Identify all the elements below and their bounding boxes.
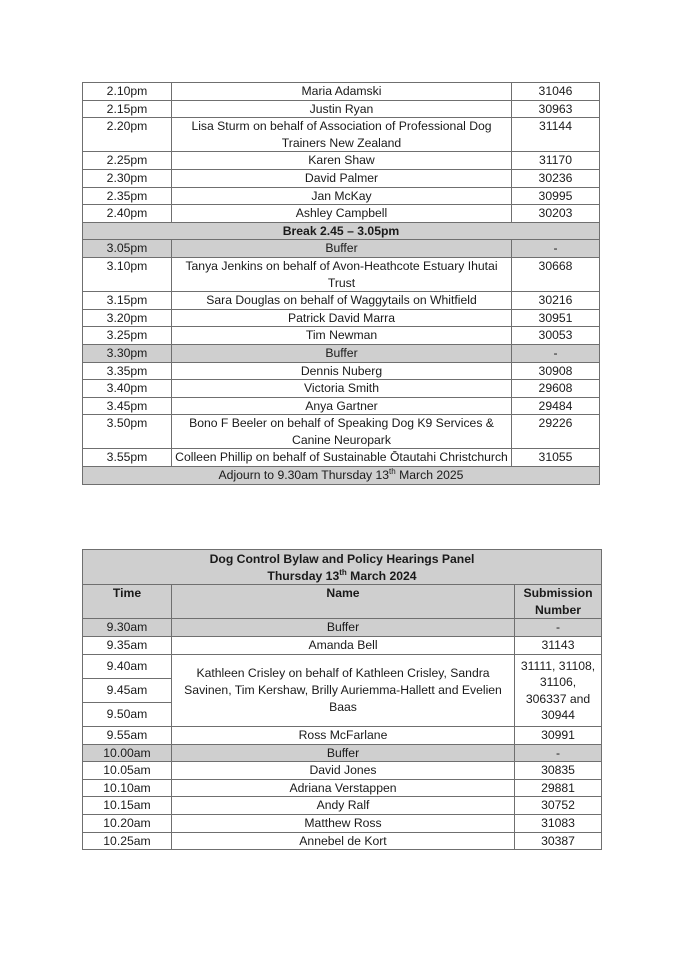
name-cell: Sara Douglas on behalf of Waggytails on Whitfield: [172, 292, 512, 310]
time-cell: 3.30pm: [83, 344, 172, 362]
name-cell: Annebel de Kort: [172, 832, 515, 850]
time-cell: 3.20pm: [83, 309, 172, 327]
name-cell: Andy Ralf: [172, 797, 515, 815]
schedule-row: [83, 415, 600, 449]
submission-cell: 30203: [512, 205, 600, 223]
time-cell: 9.35am: [83, 636, 172, 654]
name-cell: Dennis Nuberg: [172, 362, 512, 380]
name-cell: Buffer: [172, 744, 515, 762]
time-cell: 3.40pm: [83, 380, 172, 398]
submission-cell: 30668: [512, 257, 600, 291]
submission-cell: 30995: [512, 187, 600, 205]
name-cell: Ashley Campbell: [172, 205, 512, 223]
schedule-row: [83, 362, 600, 380]
name-cell: Colleen Phillip on behalf of Sustainable Ōtautahi Christchurch: [172, 449, 512, 467]
submission-cell: 31170: [512, 152, 600, 170]
submission-cell: 31046: [512, 83, 600, 101]
column-header-row: [83, 585, 602, 619]
submission-cell: 29881: [515, 779, 602, 797]
time-cell: 3.05pm: [83, 240, 172, 258]
time-cell: 3.50pm: [83, 415, 172, 449]
adjourn-label: Adjourn to 9.30am Thursday 13th March 2025: [83, 467, 600, 485]
break-row: [83, 222, 600, 240]
schedule-row: [83, 779, 602, 797]
time-cell: 9.55am: [83, 726, 172, 744]
schedule-row: [83, 309, 600, 327]
break-label: Break 2.45 – 3.05pm: [83, 222, 600, 240]
schedule-row: [83, 397, 600, 415]
time-header: Time: [83, 585, 172, 619]
time-cell: 3.55pm: [83, 449, 172, 467]
name-cell: Ross McFarlane: [172, 726, 515, 744]
name-cell: Amanda Bell: [172, 636, 515, 654]
schedule-row: [83, 744, 602, 762]
submission-cell: 31055: [512, 449, 600, 467]
submission-cell: 31111, 31108, 31106, 306337 and 30944: [515, 654, 602, 726]
schedule-table-afternoon: [82, 82, 600, 485]
merged-row: [83, 654, 602, 726]
name-header: Name: [172, 585, 515, 619]
time-cell: 2.15pm: [83, 100, 172, 118]
panel-title: Dog Control Bylaw and Policy Hearings Panel Thursday 13th March 2024: [83, 550, 602, 585]
submission-cell: 30752: [515, 797, 602, 815]
name-cell: David Palmer: [172, 169, 512, 187]
schedule-row: [83, 83, 600, 101]
submission-cell: -: [515, 744, 602, 762]
time-cell: 3.10pm: [83, 257, 172, 291]
schedule-row: [83, 726, 602, 744]
submission-cell: 30908: [512, 362, 600, 380]
name-cell: Victoria Smith: [172, 380, 512, 398]
schedule-row: [83, 187, 600, 205]
submission-cell: 30835: [515, 762, 602, 780]
name-cell: Patrick David Marra: [172, 309, 512, 327]
time-cell: 10.00am: [83, 744, 172, 762]
schedule-row: [83, 327, 600, 345]
schedule-row: [83, 292, 600, 310]
time-cell: 3.45pm: [83, 397, 172, 415]
name-cell: Buffer: [172, 344, 512, 362]
schedule-row: [83, 205, 600, 223]
schedule-row: [83, 344, 600, 362]
submission-cell: 30991: [515, 726, 602, 744]
schedule-row: [83, 762, 602, 780]
schedule-row: [83, 100, 600, 118]
submission-cell: 30216: [512, 292, 600, 310]
time-cell: 2.10pm: [83, 83, 172, 101]
schedule-row: [83, 814, 602, 832]
schedule-row: [83, 257, 600, 291]
time-cell: 2.25pm: [83, 152, 172, 170]
name-cell: Jan McKay: [172, 187, 512, 205]
panel-title-row: [83, 550, 602, 585]
merged-times: [83, 654, 172, 726]
submission-cell: -: [512, 240, 600, 258]
time-cell: 9.30am: [83, 619, 172, 637]
name-cell: Buffer: [172, 240, 512, 258]
submission-header: Submission Number: [515, 585, 602, 619]
name-cell: David Jones: [172, 762, 515, 780]
time-cell: 9.40am: [83, 655, 171, 679]
submission-cell: -: [515, 619, 602, 637]
schedule-row: [83, 152, 600, 170]
submission-cell: 29226: [512, 415, 600, 449]
time-cell: 10.15am: [83, 797, 172, 815]
schedule-row: [83, 118, 600, 152]
name-cell: Tanya Jenkins on behalf of Avon-Heathcote Estuary Ihutai Trust: [172, 257, 512, 291]
name-cell: Maria Adamski: [172, 83, 512, 101]
name-cell: Bono F Beeler on behalf of Speaking Dog K9 Services & Canine Neuropark: [172, 415, 512, 449]
submission-cell: 29608: [512, 380, 600, 398]
schedule-row: [83, 619, 602, 637]
time-cell: 3.35pm: [83, 362, 172, 380]
submission-cell: 30053: [512, 327, 600, 345]
time-cell: 2.35pm: [83, 187, 172, 205]
time-cell: 9.45am: [83, 679, 171, 703]
submission-cell: 31143: [515, 636, 602, 654]
time-cell: 2.40pm: [83, 205, 172, 223]
schedule-row: [83, 797, 602, 815]
schedule-row: [83, 832, 602, 850]
submission-cell: 30951: [512, 309, 600, 327]
name-cell: Justin Ryan: [172, 100, 512, 118]
submission-cell: 29484: [512, 397, 600, 415]
time-cell: 2.30pm: [83, 169, 172, 187]
time-cell: 10.25am: [83, 832, 172, 850]
schedule-row: [83, 380, 600, 398]
name-cell: Matthew Ross: [172, 814, 515, 832]
submission-cell: 30387: [515, 832, 602, 850]
time-cell: 3.15pm: [83, 292, 172, 310]
time-cell: 3.25pm: [83, 327, 172, 345]
schedule-row: [83, 636, 602, 654]
submission-cell: 31144: [512, 118, 600, 152]
schedule-table-thursday: [82, 549, 602, 850]
submission-cell: 30963: [512, 100, 600, 118]
name-cell: Karen Shaw: [172, 152, 512, 170]
name-cell: Kathleen Crisley on behalf of Kathleen Crisley, Sandra Savinen, Tim Kershaw, Brilly Auriemma-Hallett and Evelien Baas: [172, 654, 515, 726]
name-cell: Tim Newman: [172, 327, 512, 345]
submission-cell: -: [512, 344, 600, 362]
schedule-row: [83, 240, 600, 258]
submission-cell: 31083: [515, 814, 602, 832]
name-cell: Anya Gartner: [172, 397, 512, 415]
time-cell: 10.10am: [83, 779, 172, 797]
time-cell: 10.05am: [83, 762, 172, 780]
time-cell: 10.20am: [83, 814, 172, 832]
name-cell: Buffer: [172, 619, 515, 637]
time-cell: 2.20pm: [83, 118, 172, 152]
name-cell: Lisa Sturm on behalf of Association of Professional Dog Trainers New Zealand: [172, 118, 512, 152]
time-cell: 9.50am: [106, 706, 148, 721]
submission-cell: 30236: [512, 169, 600, 187]
schedule-row: [83, 169, 600, 187]
name-cell: Adriana Verstappen: [172, 779, 515, 797]
adjourn-row: [83, 467, 600, 485]
schedule-row: [83, 449, 600, 467]
